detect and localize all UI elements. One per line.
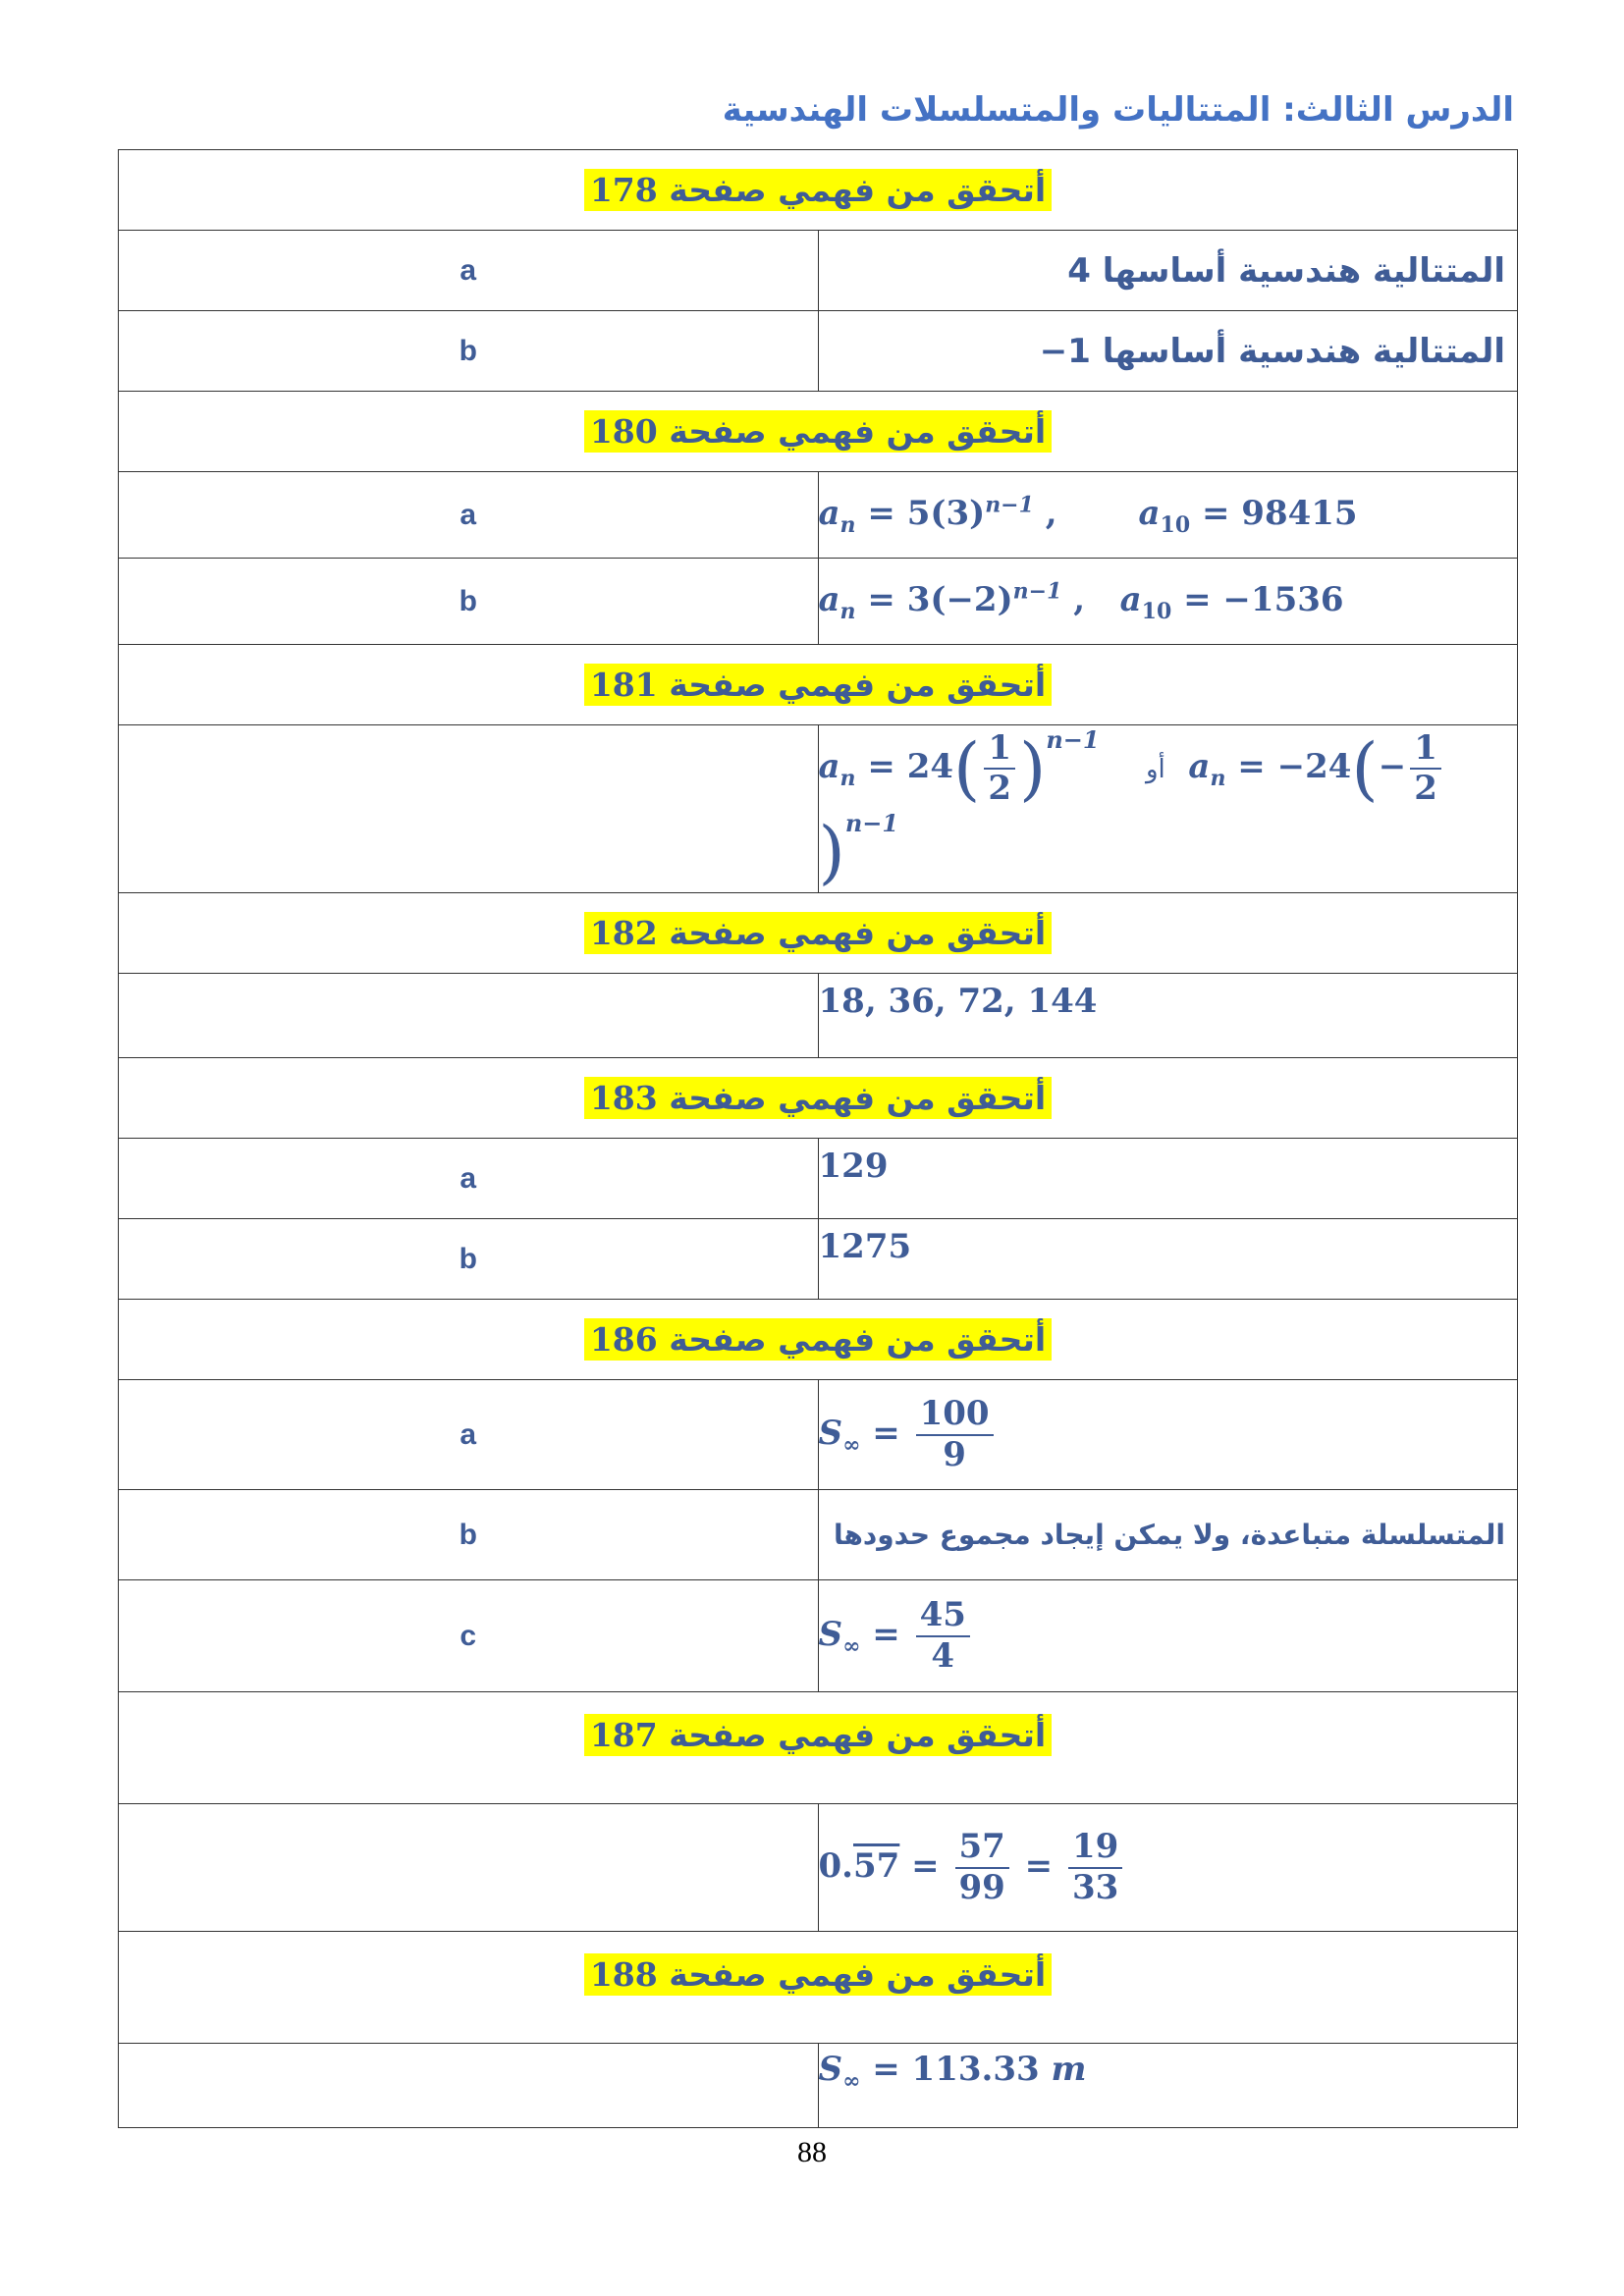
row-label: a	[119, 472, 819, 559]
row-label	[119, 974, 819, 1058]
formula: $a_n = 24$( $\frac{1}{2}$ )$^{n-1}$ أو $a_n = -24(-$ $\frac{1}{2}$ )$^{n-1}$	[819, 747, 1445, 870]
formula: $S_\infty$ = $\frac{45}{4}$	[819, 1615, 974, 1654]
table-row	[119, 725, 1518, 893]
section-header-row	[119, 645, 1518, 725]
section-header: أتحقق من فهمي صفحة 181	[584, 664, 1052, 706]
table-row	[119, 1139, 1518, 1219]
answer-text: المتتالية هندسية أساسها 4	[818, 231, 1518, 311]
table-row	[119, 1580, 1518, 1692]
answer-text: المتتالية هندسية أساسها 1−	[818, 311, 1518, 392]
section-header: أتحقق من فهمي صفحة 180	[584, 410, 1052, 453]
row-label: a	[119, 1139, 819, 1219]
table-row	[119, 559, 1518, 645]
page-number: 88	[797, 2136, 827, 2168]
table-row	[119, 311, 1518, 392]
section-header: أتحقق من فهمي صفحة 187	[584, 1714, 1052, 1756]
section-header: أتحقق من فهمي صفحة 182	[584, 912, 1052, 954]
section-header-row	[119, 1300, 1518, 1380]
section-header: أتحقق من فهمي صفحة 183	[584, 1077, 1052, 1119]
table-row	[119, 2044, 1518, 2128]
row-label: c	[119, 1580, 819, 1692]
formula: 0.57 = $\frac{57}{99}$ = $\frac{19}{33}$	[819, 1846, 1127, 1886]
answer-formula	[818, 1580, 1518, 1692]
table-row	[119, 974, 1518, 1058]
answer-formula	[818, 559, 1518, 645]
section-header: أتحقق من فهمي صفحة 188	[584, 1953, 1052, 1996]
row-label: b	[119, 1219, 819, 1300]
answers-table	[118, 149, 1518, 2128]
section-header-row	[119, 1058, 1518, 1139]
formula: $S_\infty = 113.33$ m	[818, 2050, 1087, 2094]
row-label: a	[119, 1380, 819, 1490]
section-header: أتحقق من فهمي صفحة 178	[584, 169, 1052, 211]
table-row	[119, 1380, 1518, 1490]
table-row	[119, 231, 1518, 311]
row-label	[119, 1804, 819, 1932]
row-label: b	[119, 311, 819, 392]
answer-formula	[818, 2044, 1518, 2128]
answer-formula	[818, 725, 1518, 893]
table-row	[119, 1490, 1518, 1580]
table-row	[119, 472, 1518, 559]
answer-formula: 18, 36, 72, 144	[818, 974, 1518, 1058]
section-header-row	[119, 150, 1518, 231]
formula: $a_n = 3(-2)^{n-1}$ , $a_{10} = -1536$	[818, 578, 1344, 624]
formula: $a_n = 5(3)^{n-1}$ , $a_{10} = 98415$	[818, 492, 1358, 538]
answer-formula	[818, 1380, 1518, 1490]
formula: $S_\infty$ = $\frac{100}{9}$	[819, 1414, 998, 1453]
row-label: a	[119, 231, 819, 311]
table-row	[119, 1219, 1518, 1300]
section-header-row	[119, 1932, 1518, 2044]
or-word: أو	[1145, 755, 1165, 784]
answer-text: المتسلسلة متباعدة، ولا يمكن إيجاد مجموع حدودها	[818, 1490, 1518, 1580]
answer-formula	[818, 472, 1518, 559]
section-header-row	[119, 893, 1518, 974]
row-label	[119, 725, 819, 893]
table-row	[119, 1804, 1518, 1932]
row-label	[119, 2044, 819, 2128]
answer-formula: 1275	[818, 1219, 1518, 1300]
row-label: b	[119, 1490, 819, 1580]
page-title: الدرس الثالث: المتتاليات والمتسلسلات الهندسية	[722, 90, 1514, 130]
section-header-row	[119, 392, 1518, 472]
section-header-row	[119, 1692, 1518, 1804]
answer-formula: 129	[818, 1139, 1518, 1219]
answer-formula	[818, 1804, 1518, 1932]
row-label: b	[119, 559, 819, 645]
section-header: أتحقق من فهمي صفحة 186	[584, 1318, 1052, 1361]
